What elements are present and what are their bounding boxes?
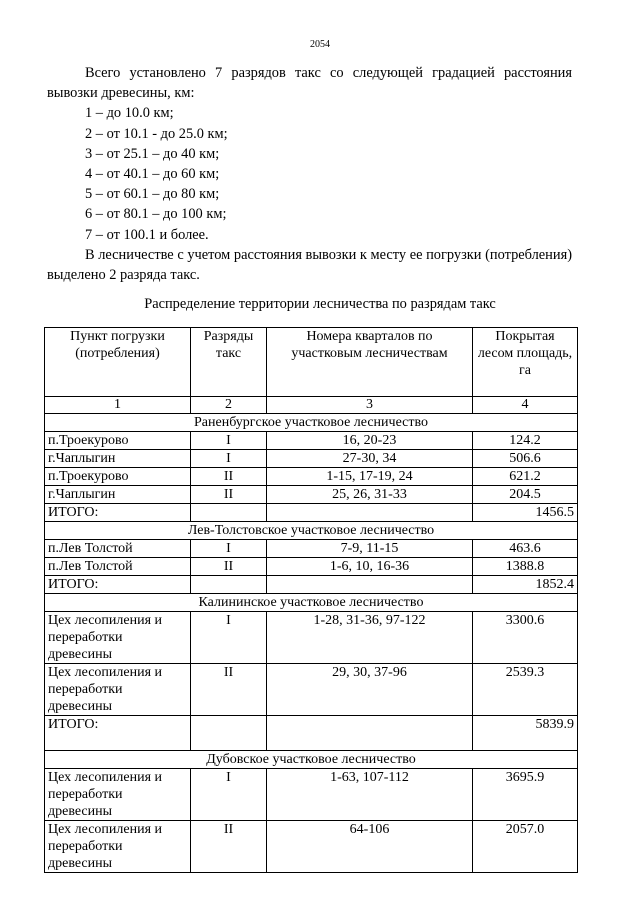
- total-label: ИТОГО:: [45, 716, 191, 751]
- grades-list: [47, 103, 572, 244]
- column-number-row: [45, 397, 578, 414]
- cell-grade: I: [191, 769, 267, 821]
- cell-point: п.Троекурово: [45, 468, 191, 486]
- section-title: Лев-Толстовское участковое лесничество: [45, 522, 578, 540]
- grade-item: 2 – от 10.1 - до 25.0 км;: [85, 125, 228, 142]
- section-row: [45, 594, 578, 612]
- total-value: 5839.9: [473, 716, 578, 751]
- cell-grade: I: [191, 612, 267, 664]
- intro-paragraph: Всего установлено 7 разрядов такс со следующей градацией расстояния вывозки древесины, км:: [47, 65, 572, 102]
- total-label: ИТОГО:: [45, 504, 191, 522]
- table-row: [45, 664, 578, 716]
- cell-area: 3300.6: [473, 612, 578, 664]
- cell-grade: II: [191, 821, 267, 873]
- grade-item: 1 – до 10.0 км;: [85, 105, 174, 122]
- conclusion-paragraph: В лесничестве с учетом расстояния вывозки к месту ее погрузки (потребления) выделено 2 разряда такс.: [47, 246, 572, 284]
- table-header-row: [45, 328, 578, 397]
- table-row: [45, 486, 578, 504]
- table-row: [45, 450, 578, 468]
- section-row: [45, 522, 578, 540]
- empty-cell: [191, 716, 267, 751]
- total-value: 1456.5: [473, 504, 578, 522]
- cell-quarters: 1-6, 10, 16-36: [267, 558, 473, 576]
- empty-cell: [267, 504, 473, 522]
- cell-area: 2057.0: [473, 821, 578, 873]
- column-number: 4: [473, 397, 578, 414]
- cell-quarters: 1-28, 31-36, 97-122: [267, 612, 473, 664]
- cell-quarters: 25, 26, 31-33: [267, 486, 473, 504]
- header-quarters: Номера кварталов по участковым лесничествам: [267, 328, 473, 397]
- cell-quarters: 29, 30, 37-96: [267, 664, 473, 716]
- table-row: [45, 540, 578, 558]
- cell-point: г.Чаплыгин: [45, 450, 191, 468]
- cell-area: 2539.3: [473, 664, 578, 716]
- cell-quarters: 27-30, 34: [267, 450, 473, 468]
- total-row: [45, 504, 578, 522]
- cell-quarters: 64-106: [267, 821, 473, 873]
- section-row: [45, 414, 578, 432]
- total-row: [45, 576, 578, 594]
- cell-quarters: 7-9, 11-15: [267, 540, 473, 558]
- cell-area: 124.2: [473, 432, 578, 450]
- cell-grade: II: [191, 468, 267, 486]
- total-label: ИТОГО:: [45, 576, 191, 594]
- table-row: [45, 558, 578, 576]
- column-number: 3: [267, 397, 473, 414]
- distribution-table: [44, 327, 578, 873]
- table-row: [45, 769, 578, 821]
- cell-grade: II: [191, 558, 267, 576]
- section-title: Раненбургское участковое лесничество: [45, 414, 578, 432]
- cell-point: Цех лесопиления и переработки древесины: [45, 664, 191, 716]
- cell-area: 3695.9: [473, 769, 578, 821]
- table-row: [45, 612, 578, 664]
- cell-area: 621.2: [473, 468, 578, 486]
- cell-point: Цех лесопиления и переработки древесины: [45, 769, 191, 821]
- table-row: [45, 468, 578, 486]
- cell-area: 463.6: [473, 540, 578, 558]
- cell-grade: II: [191, 486, 267, 504]
- cell-grade: I: [191, 450, 267, 468]
- body-text: [47, 63, 572, 285]
- table-row: [45, 821, 578, 873]
- empty-cell: [191, 504, 267, 522]
- empty-cell: [267, 576, 473, 594]
- cell-grade: II: [191, 664, 267, 716]
- header-point: Пункт погрузки (потребления): [45, 328, 191, 397]
- section-row: [45, 751, 578, 769]
- column-number: 2: [191, 397, 267, 414]
- cell-point: г.Чаплыгин: [45, 486, 191, 504]
- grade-item: 5 – от 60.1 – до 80 км;: [85, 186, 220, 203]
- grade-item: 6 – от 80.1 – до 100 км;: [85, 206, 227, 223]
- grade-item: 4 – от 40.1 – до 60 км;: [85, 166, 220, 183]
- cell-point: п.Лев Толстой: [45, 540, 191, 558]
- total-value: 1852.4: [473, 576, 578, 594]
- cell-grade: I: [191, 540, 267, 558]
- empty-cell: [267, 716, 473, 751]
- cell-area: 506.6: [473, 450, 578, 468]
- cell-quarters: 1-15, 17-19, 24: [267, 468, 473, 486]
- cell-quarters: 1-63, 107-112: [267, 769, 473, 821]
- cell-area: 204.5: [473, 486, 578, 504]
- cell-point: п.Троекурово: [45, 432, 191, 450]
- cell-grade: I: [191, 432, 267, 450]
- table-title: Распределение территории лесничества по разрядам такс: [144, 296, 496, 312]
- cell-point: п.Лев Толстой: [45, 558, 191, 576]
- cell-area: 1388.8: [473, 558, 578, 576]
- section-title: Дубовское участковое лесничество: [45, 751, 578, 769]
- column-number: 1: [45, 397, 191, 414]
- cell-point: Цех лесопиления и переработки древесины: [45, 821, 191, 873]
- table-row: [45, 432, 578, 450]
- total-row: [45, 716, 578, 751]
- empty-cell: [191, 576, 267, 594]
- cell-point: Цех лесопиления и переработки древесины: [45, 612, 191, 664]
- section-title: Калининское участковое лесничество: [45, 594, 578, 612]
- header-grade: Разряды такс: [191, 328, 267, 397]
- page-number: 2054: [310, 39, 330, 50]
- header-area: Покрытая лесом площадь, га: [473, 328, 578, 397]
- cell-quarters: 16, 20-23: [267, 432, 473, 450]
- grade-item: 3 – от 25.1 – до 40 км;: [85, 145, 220, 162]
- grade-item: 7 – от 100.1 и более.: [85, 226, 209, 243]
